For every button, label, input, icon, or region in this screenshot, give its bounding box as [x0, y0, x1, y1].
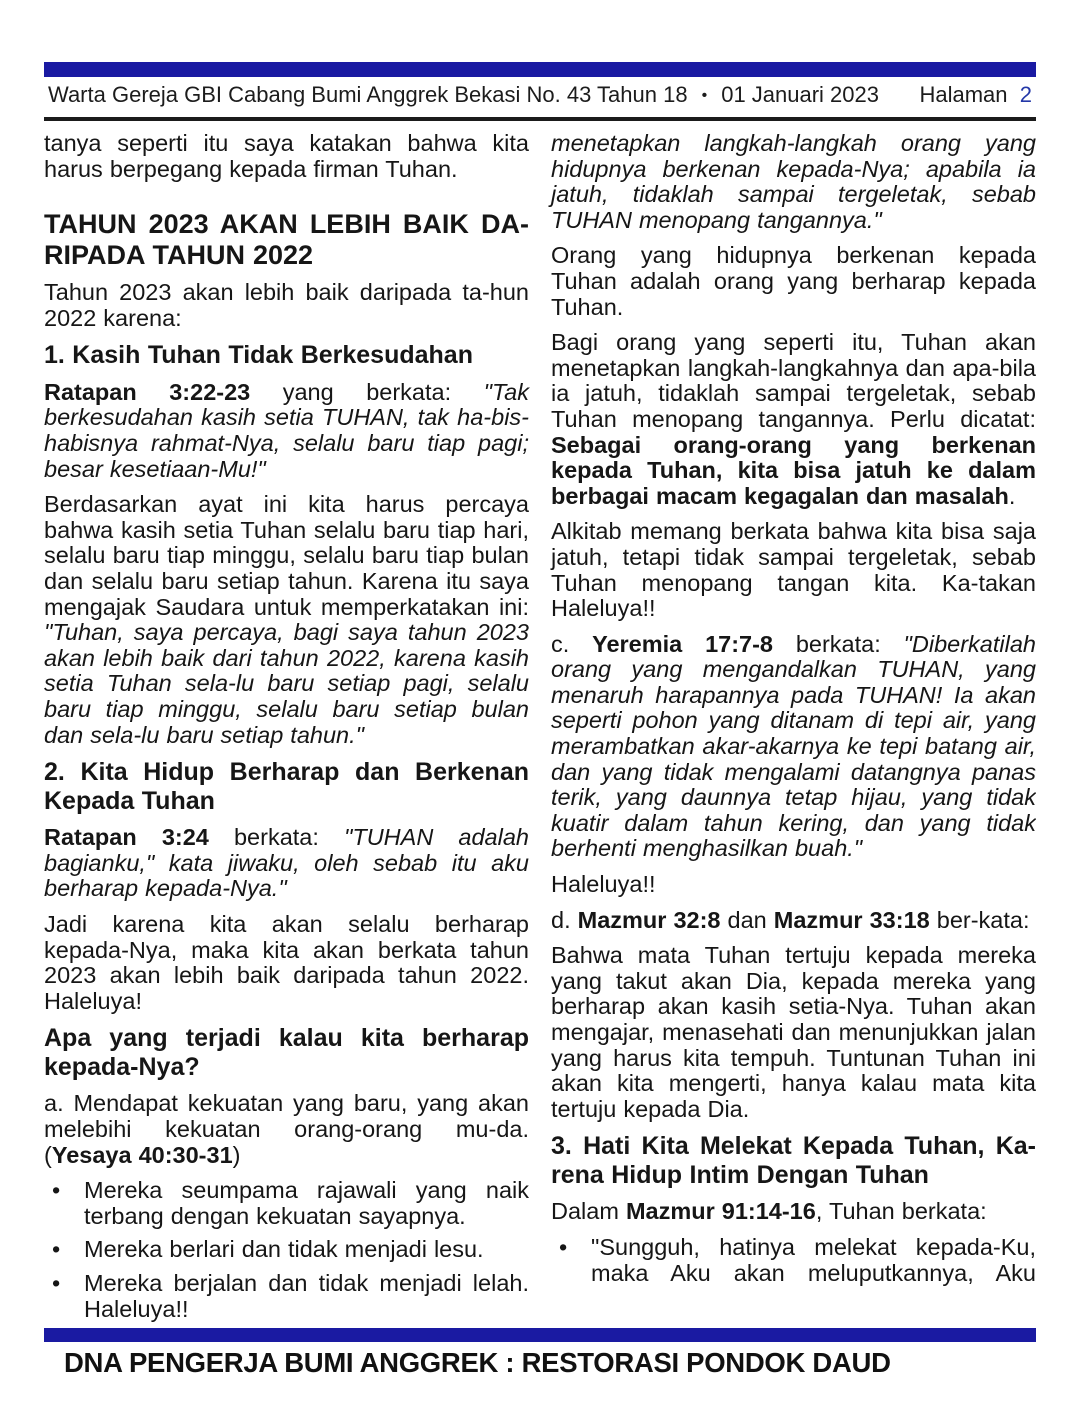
text-segment: "Tuhan, saya percaya, bagi saya tahun 2023 akan lebih baik dari tahun 2022, karena kasih setia Tuhan sela-lu baru setiap pagi, selalu baru tiap minggu, selalu baru setiap bulan dan sela-lu baru setiap tahun." — [44, 619, 529, 748]
text-segment: Apa yang terjadi kalau kita berharap kepada-Nya? — [44, 1024, 529, 1081]
heading — [44, 209, 529, 270]
text-segment: Alkitab memang berkata bahwa kita bisa saja jatuh, tetapi tidak sampai tergeletak, sebab Tuhan menopang tangan kita. Ka-takan Haleluya!! — [551, 518, 1036, 622]
bullet-icon: • — [52, 1269, 61, 1296]
text-segment: Orang yang hidupnya berkenan kepada Tuhan adalah orang yang berharap kepada Tuhan. — [551, 242, 1036, 320]
heading — [551, 1132, 1036, 1189]
page-number: 2 — [1019, 82, 1032, 107]
paragraph — [551, 943, 1036, 1122]
bullet-icon: • — [52, 1177, 61, 1204]
newsletter-title: Warta Gereja GBI Cabang Bumi Anggrek Bekasi No. 43 Tahun 18 — [48, 82, 688, 107]
column-right — [551, 131, 1036, 1327]
footer-text: DNA PENGERJA BUMI ANGGREK : RESTORASI PONDOK DAUD — [64, 1347, 891, 1378]
paragraph — [44, 492, 529, 748]
paragraph — [551, 872, 1036, 898]
paragraph — [551, 243, 1036, 320]
header-row — [44, 77, 1036, 117]
paragraph — [551, 330, 1036, 509]
list-item — [551, 1235, 1036, 1286]
text-segment: 1. Kasih Tuhan Tidak Berkesudahan — [44, 341, 473, 370]
list-item — [44, 1237, 529, 1263]
paragraph — [44, 1091, 529, 1168]
paragraph — [551, 1199, 1036, 1225]
text-segment: Berdasarkan ayat ini kita harus percaya bahwa kasih setia Tuhan selalu baru tiap hari, selalu baru tiap minggu, selalu baru tiap bulan dan selalu baru setiap tahun. Karena itu saya mengajak Saudara untuk memperkatakan ini: — [44, 491, 529, 620]
page-label: Halaman — [919, 82, 1008, 107]
text-segment: Mereka seumpama rajawali yang naik terbang dengan kekuatan sayapnya. — [84, 1177, 529, 1229]
paragraph — [551, 632, 1036, 862]
list-item-text — [84, 1178, 529, 1229]
heading — [44, 341, 529, 370]
paragraph — [44, 131, 529, 182]
bullet-icon: • — [52, 1236, 61, 1263]
header-rule — [44, 117, 1036, 121]
text-segment: Haleluya!! — [551, 871, 656, 898]
header-left — [48, 82, 879, 111]
text-segment: yang berkata: — [282, 378, 484, 405]
text-segment: ) — [232, 1141, 241, 1168]
text-segment: Yeremia 17:7-8 — [592, 630, 796, 657]
list-item — [44, 1178, 529, 1229]
text-segment: berkata: — [233, 824, 345, 851]
text-segment: Jadi karena kita akan selalu berharap kepada-Nya, maka kita akan berkata tahun 2023 akan lebih baik daripada tahun 2022. Haleluya! — [44, 910, 529, 1014]
bullet-icon: • — [559, 1233, 568, 1260]
paragraph — [551, 908, 1036, 934]
text-segment: c. — [551, 630, 593, 657]
list-item — [44, 1271, 529, 1322]
text-segment: "Sungguh, hatinya melekat kepada-Ku, maka Aku akan meluputkannya, Aku — [591, 1233, 1036, 1286]
list-item-text — [84, 1237, 529, 1263]
text-segment: "Diberkatilah orang yang mengandalkan TUHAN, yang menaruh harapannya pada TUHAN! Ia akan seperti pohon yang ditanam di tepi air, yang merambatkan akar-akarnya ke tepi batang air, dan yang tidak mengalami datangnya panas terik, yang daunnya tetap hijau, yang tidak kuatir dalam tahun kering, dan yang tidak berhenti menghasilkan buah." — [551, 630, 1036, 862]
text-segment: 3. Hati Kita Melekat Kepada Tuhan, Ka-rena Hidup Intim Dengan Tuhan — [551, 1132, 1036, 1189]
text-segment: Ratapan 3:22-23 — [44, 378, 283, 405]
paragraph — [44, 912, 529, 1014]
list-item-text — [591, 1235, 1036, 1286]
text-segment: Mazmur 91:14-16 — [625, 1198, 816, 1225]
text-segment: "Tak berkesudahan kasih setia TUHAN, tak ha-bis-habisnya rahmat-Nya, selalu baru tiap pagi; besar kesetiaan-Mu!" — [44, 378, 529, 482]
paragraph — [551, 519, 1036, 621]
text-segment: Sebagai orang-orang yang berkenan kepada Tuhan, kita bisa jatuh ke dalam berbagai macam kegagalan dan masalah — [551, 431, 1036, 509]
page-footer — [44, 1328, 1036, 1379]
text-segment: , Tuhan berkata: — [815, 1198, 987, 1225]
text-segment: d. — [551, 906, 578, 933]
page-indicator — [919, 82, 1032, 108]
text-segment: berkata: — [795, 630, 904, 657]
column-left — [44, 131, 529, 1327]
text-segment: "TUHAN adalah bagianku," kata jiwaku, oleh sebab itu aku berharap kepada-Nya." — [44, 824, 529, 902]
footer-blue-bar — [44, 1328, 1036, 1342]
text-segment: Mazmur 32:8 — [577, 906, 721, 933]
paragraph — [44, 280, 529, 331]
text-segment: dan — [720, 906, 774, 933]
heading — [44, 758, 529, 815]
paragraph — [44, 380, 529, 482]
text-segment: 2. Kita Hidup Berharap dan Berkenan Kepada Tuhan — [44, 758, 529, 815]
article-columns — [44, 131, 1036, 1327]
paragraph — [551, 131, 1036, 233]
text-segment: ber-kata: — [929, 906, 1030, 933]
text-segment: Ratapan 3:24 — [44, 824, 234, 851]
text-segment: Tahun 2023 akan lebih baik daripada ta-hun 2022 karena: — [44, 279, 529, 331]
text-segment: Mereka berlari dan tidak menjadi lesu. — [84, 1236, 484, 1263]
text-segment: menetapkan langkah-langkah orang yang hidupnya berkenan kepada-Nya; apabila ia jatuh, tidaklah sampai tergeletak, sebab TUHAN menopang tangannya." — [551, 131, 1036, 233]
text-segment: Dalam — [551, 1198, 626, 1225]
text-segment: Mereka berjalan dan tidak menjadi lelah. Haleluya!! — [84, 1269, 529, 1322]
page-content — [44, 0, 1036, 1327]
heading — [44, 1024, 529, 1081]
bullet-separator-icon: • — [701, 87, 708, 104]
paragraph — [44, 825, 529, 902]
text-segment: Bahwa mata Tuhan tertuju kepada mereka yang takut akan Dia, kepada mereka yang berharap akan kasih setia-Nya. Tuhan akan mengajar, menasehati dan menunjukkan jalan yang harus kita tempuh. Tuntunan Tuhan ini akan kita mengerti, hanya kalau mata kita tertuju kepada Dia. — [551, 942, 1036, 1122]
text-segment: a. Mendapat kekuatan yang baru, yang akan melebihi kekuatan orang-orang mu-da. ( — [44, 1090, 529, 1168]
text-segment: Bagi orang yang seperti itu, Tuhan akan menetapkan langkah-langkahnya dan apa-bila ia jatuh, tidaklah sampai tergeletak, sebab Tuhan menopang tangannya. Perlu dicatat: — [551, 329, 1036, 432]
list-item-text — [84, 1271, 529, 1322]
header-blue-bar — [44, 62, 1036, 77]
text-segment: tanya seperti itu saya katakan bahwa kita harus berpegang kepada firman Tuhan. — [44, 131, 529, 182]
issue-date: 01 Januari 2023 — [721, 82, 879, 107]
text-segment: . — [1008, 482, 1016, 509]
text-segment: TAHUN 2023 AKAN LEBIH BAIK DA-RIPADA TAHUN 2022 — [44, 209, 529, 270]
text-segment: Mazmur 33:18 — [773, 906, 930, 933]
text-segment: Yesaya 40:30-31 — [51, 1141, 233, 1168]
